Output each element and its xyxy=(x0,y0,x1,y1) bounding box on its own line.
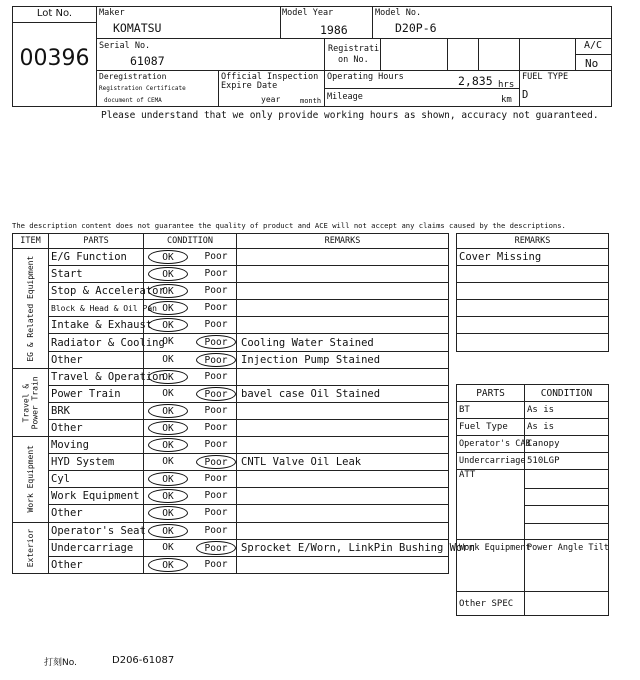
part-cell: Start xyxy=(49,266,144,283)
table-row xyxy=(13,522,449,539)
spec-condition-cell xyxy=(525,470,609,540)
poor-option: Poor xyxy=(196,541,236,555)
poor-option: Poor xyxy=(204,524,228,536)
lot-label: Lot No. xyxy=(36,8,73,19)
part-cell: Other xyxy=(49,419,144,436)
poor-option: Poor xyxy=(204,285,228,297)
maker-value: KOMATSU xyxy=(113,21,162,35)
remarks-row xyxy=(457,334,609,351)
table-row xyxy=(13,437,449,454)
part-cell: Work Equipment xyxy=(49,488,144,505)
remarks-table xyxy=(456,233,609,352)
remark-cell xyxy=(237,522,449,539)
ok-option: OK xyxy=(162,336,174,348)
poor-option: Poor xyxy=(196,387,236,401)
poor-option: Poor xyxy=(204,473,228,485)
ok-option: OK xyxy=(148,404,188,418)
remarks-row xyxy=(457,317,609,334)
item-group-cell xyxy=(13,437,49,522)
inspection-label-1: Official Inspection xyxy=(221,72,319,82)
ac-value: No xyxy=(585,57,599,70)
remark-cell: bavel case Oil Stained xyxy=(237,385,449,402)
poor-option: Poor xyxy=(204,268,228,280)
remarks-cell xyxy=(457,334,609,351)
poor-option: Poor xyxy=(204,404,228,416)
spec-part-cell: Undercarriage xyxy=(457,453,525,470)
spec-part-cell: BT xyxy=(457,402,525,419)
condition-cell xyxy=(144,385,237,402)
remark-cell xyxy=(237,317,449,334)
table-row xyxy=(13,556,449,573)
poor-option: Poor xyxy=(204,319,228,331)
model-year-label: Model Year xyxy=(282,8,334,18)
remark-cell xyxy=(237,505,449,522)
part-cell: HYD System xyxy=(49,454,144,471)
spec-condition-cell: Power Angle Tilt xyxy=(525,540,609,592)
poor-option: Poor xyxy=(204,507,228,519)
remark-cell xyxy=(237,266,449,283)
item-group-cell xyxy=(13,522,49,573)
stamp-label: 打刻No. xyxy=(44,658,77,668)
hours-note: Please understand that we only provide working hours as shown, accuracy not guaranteed. xyxy=(101,110,599,121)
table-row xyxy=(13,419,449,436)
remark-cell xyxy=(237,471,449,488)
remarks-cell xyxy=(457,283,609,300)
mileage-label: Mileage xyxy=(327,92,363,102)
remark-cell xyxy=(237,488,449,505)
spec-condition-cell: As is xyxy=(525,419,609,436)
poor-option: Poor xyxy=(204,370,228,382)
part-cell: Undercarriage xyxy=(49,539,144,556)
ok-option: OK xyxy=(162,541,174,553)
item-group-label: Work Equipment xyxy=(26,445,35,513)
condition-cell xyxy=(144,522,237,539)
registration-certificate-label: Registration Certificate xyxy=(99,85,186,92)
item-group-cell xyxy=(13,249,49,369)
ok-option: OK xyxy=(148,506,188,520)
remarks-row xyxy=(457,266,609,283)
model-year-value: 1986 xyxy=(320,23,348,37)
remark-cell xyxy=(237,249,449,266)
item-group-label: Travel & Power Train xyxy=(21,375,40,429)
remark-cell xyxy=(237,283,449,300)
remark-cell: Sprocket E/Worn, LinkPin Bushing Worn xyxy=(237,539,449,556)
table-row xyxy=(13,539,449,556)
ok-option: OK xyxy=(148,301,188,315)
condition-cell xyxy=(144,505,237,522)
condition-cell xyxy=(144,249,237,266)
mileage-unit: km xyxy=(501,95,512,105)
maker-label: Maker xyxy=(99,8,125,18)
ok-option: OK xyxy=(162,387,174,399)
ok-option: OK xyxy=(148,318,188,332)
registration-label-1: Registrati xyxy=(328,44,380,54)
remark-cell: CNTL Valve Oil Leak xyxy=(237,454,449,471)
part-cell: Intake & Exhaust xyxy=(49,317,144,334)
condition-cell xyxy=(144,300,237,317)
table-row xyxy=(13,249,449,266)
remarks-cell: Cover Missing xyxy=(457,249,609,266)
condition-cell xyxy=(144,402,237,419)
condition-cell xyxy=(144,471,237,488)
part-cell: Other xyxy=(49,505,144,522)
poor-option: Poor xyxy=(204,251,228,262)
poor-option: Poor xyxy=(204,558,228,570)
ok-option: OK xyxy=(162,456,174,468)
part-cell: Cyl xyxy=(49,471,144,488)
condition-cell xyxy=(144,419,237,436)
spec-row xyxy=(457,453,609,470)
part-cell: Other xyxy=(49,556,144,573)
remarks-cell xyxy=(457,300,609,317)
poor-option: Poor xyxy=(204,421,228,433)
remarks-row xyxy=(457,249,609,266)
table-row xyxy=(13,317,449,334)
table-row xyxy=(13,454,449,471)
condition-cell xyxy=(144,266,237,283)
part-cell: Power Train xyxy=(49,385,144,402)
spec-row xyxy=(457,540,609,592)
month-label: month xyxy=(300,97,322,105)
remark-cell: Cooling Water Stained xyxy=(237,334,449,351)
poor-option: Poor xyxy=(204,302,228,314)
att-subgrid xyxy=(525,470,608,539)
condition-header: CONDITION xyxy=(144,234,237,249)
table-row xyxy=(13,385,449,402)
fuel-type-label: FUEL TYPE xyxy=(522,72,569,82)
table-row xyxy=(13,402,449,419)
table-row xyxy=(13,334,449,351)
item-header: ITEM xyxy=(13,234,49,249)
ac-label: A/C xyxy=(584,40,603,51)
spec-row xyxy=(457,592,609,616)
remark-cell xyxy=(237,300,449,317)
serial-label: Serial No. xyxy=(99,41,151,51)
poor-option: Poor xyxy=(196,335,236,349)
remark-cell xyxy=(237,402,449,419)
disclaimer-text: The description content does not guarantee the quality of product and ACE will not accept any claims caused by the descriptions. xyxy=(12,221,566,230)
ok-option: OK xyxy=(148,421,188,435)
condition-cell xyxy=(144,334,237,351)
remarks-row xyxy=(457,283,609,300)
remarks-row xyxy=(457,300,609,317)
table-row xyxy=(13,488,449,505)
spec-row xyxy=(457,436,609,453)
spec-table-body xyxy=(457,402,609,616)
spec-part-cell: Work Equipment xyxy=(457,540,525,592)
spec-condition-cell: Canopy xyxy=(525,436,609,453)
spec-condition-cell: As is xyxy=(525,402,609,419)
condition-cell xyxy=(144,539,237,556)
remark-cell xyxy=(237,368,449,385)
condition-cell xyxy=(144,556,237,573)
operating-hours-value: 2,835 xyxy=(458,74,493,88)
part-cell: Operator's Seat xyxy=(49,522,144,539)
remark-cell: Injection Pump Stained xyxy=(237,351,449,368)
condition-cell xyxy=(144,351,237,368)
ok-option: OK xyxy=(148,438,188,452)
table-row xyxy=(13,351,449,368)
remarks-table-body xyxy=(457,249,609,352)
spec-row xyxy=(457,419,609,436)
remarks-cell xyxy=(457,317,609,334)
model-no-label: Model No. xyxy=(375,8,422,18)
remarks-table-header: REMARKS xyxy=(457,234,609,249)
ok-option: OK xyxy=(148,267,188,281)
part-cell: E/G Function xyxy=(49,249,144,266)
spec-part-cell: ATT xyxy=(457,470,525,540)
year-label: year xyxy=(261,95,281,104)
condition-cell xyxy=(144,454,237,471)
remark-cell xyxy=(237,437,449,454)
ok-option: OK xyxy=(148,472,188,486)
part-cell: BRK xyxy=(49,402,144,419)
spec-row xyxy=(457,470,609,540)
deregistration-label: Deregistration xyxy=(99,72,167,81)
serial-value: 61087 xyxy=(130,54,165,68)
table-row xyxy=(13,283,449,300)
remark-cell xyxy=(237,419,449,436)
poor-option: Poor xyxy=(196,353,236,367)
model-no-value: D20P-6 xyxy=(395,21,437,35)
spec-part-cell: Operator's CAB xyxy=(457,436,525,453)
part-cell: Moving xyxy=(49,437,144,454)
table-row xyxy=(13,300,449,317)
remarks-cell xyxy=(457,266,609,283)
ok-option: OK xyxy=(162,353,174,365)
table-row xyxy=(13,266,449,283)
poor-option: Poor xyxy=(204,490,228,502)
spec-part-cell: Fuel Type xyxy=(457,419,525,436)
spec-parts-header: PARTS xyxy=(457,385,525,402)
spec-condition-header: CONDITION xyxy=(525,385,609,402)
spec-condition-cell: 510LGP xyxy=(525,453,609,470)
poor-option: Poor xyxy=(196,455,236,469)
condition-cell xyxy=(144,488,237,505)
remark-cell xyxy=(237,556,449,573)
spec-table xyxy=(456,384,609,616)
hours-unit: hrs xyxy=(498,80,515,90)
part-cell: Other xyxy=(49,351,144,368)
lot-number: 00396 xyxy=(19,46,90,71)
item-group-label: EG & Related Equipment xyxy=(26,255,35,362)
remarks-header: REMARKS xyxy=(237,234,449,249)
spec-part-cell: Other SPEC xyxy=(457,592,525,616)
ok-option: OK xyxy=(148,250,188,264)
ok-option: OK xyxy=(148,284,188,298)
condition-cell xyxy=(144,437,237,454)
table-row xyxy=(13,471,449,488)
table-row xyxy=(13,505,449,522)
ok-option: OK xyxy=(148,558,188,572)
ok-option: OK xyxy=(148,489,188,503)
ok-option: OK xyxy=(148,370,188,384)
stamp-value: D206-61087 xyxy=(112,655,175,666)
poor-option: Poor xyxy=(204,439,228,451)
table-row xyxy=(13,368,449,385)
condition-cell xyxy=(144,368,237,385)
ok-option: OK xyxy=(148,524,188,538)
item-group-label: Exterior xyxy=(26,528,35,567)
cema-label: document of CEMA xyxy=(104,97,162,104)
fuel-type-value: D xyxy=(522,89,529,101)
item-group-cell xyxy=(13,368,49,436)
part-cell: Stop & Accelerator xyxy=(49,283,144,300)
spec-row xyxy=(457,402,609,419)
condition-cell xyxy=(144,317,237,334)
condition-cell xyxy=(144,283,237,300)
registration-label-2: on No. xyxy=(338,55,369,65)
part-cell: Radiator & Cooling xyxy=(49,334,144,351)
part-cell: Block & Head & Oil Pan xyxy=(49,300,144,317)
part-cell: Travel & Operation xyxy=(49,368,144,385)
inspection-label-2: Expire Date xyxy=(221,81,278,91)
spec-condition-cell xyxy=(525,592,609,616)
parts-header: PARTS xyxy=(49,234,144,249)
operating-hours-label: Operating Hours xyxy=(327,72,404,82)
